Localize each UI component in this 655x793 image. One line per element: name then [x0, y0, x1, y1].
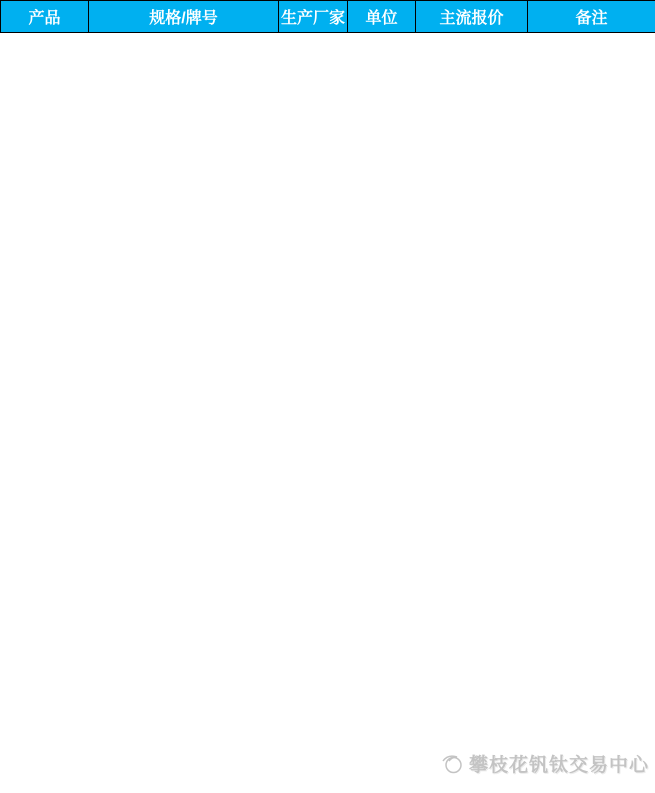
header-row [1, 1, 655, 33]
price-table [0, 0, 655, 33]
header-cell-note: 备注 [528, 1, 655, 33]
header-cell-price: 主流报价 [416, 1, 528, 33]
watermark-text: 攀枝花钒钛交易中心 [468, 755, 649, 776]
header-cell-manufacturer: 生产厂家 [279, 1, 348, 33]
header-cell-spec: 规格/牌号 [89, 1, 279, 33]
watermark [442, 750, 649, 777]
header-cell-product: 产品 [1, 1, 89, 33]
header-cell-unit: 单位 [348, 1, 416, 33]
watermark-logo-icon [442, 753, 464, 775]
